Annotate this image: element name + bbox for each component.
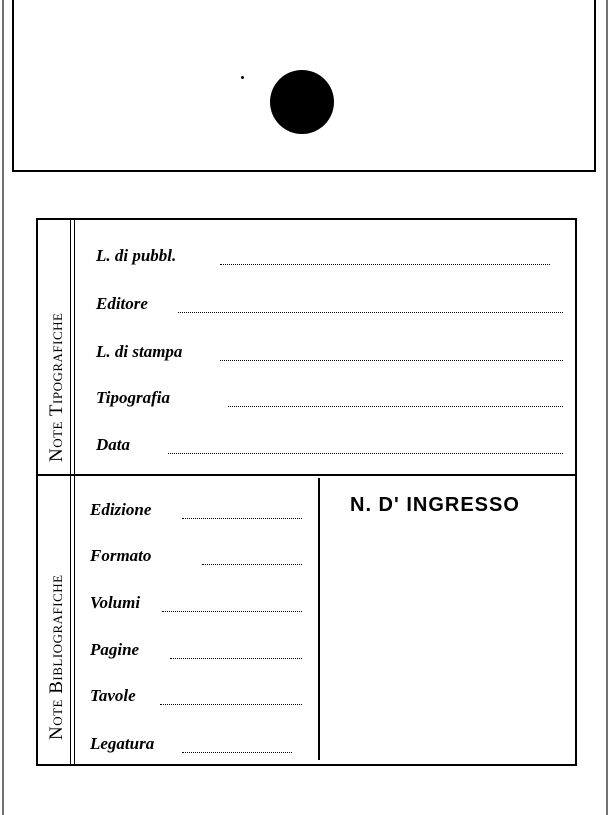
- section-title-tipografiche: Note Tipografiche: [46, 312, 67, 462]
- vertical-rule: [74, 220, 75, 474]
- field-line-luogo-stampa[interactable]: [220, 360, 563, 361]
- field-label-legatura: Legatura: [90, 734, 155, 753]
- field-line-volumi[interactable]: [162, 611, 302, 612]
- field-label-luogo-pubblicazione: L. di pubbl.: [96, 246, 177, 265]
- page-edge-right: [606, 0, 608, 815]
- punch-hole: [270, 70, 334, 134]
- field-label-luogo-stampa: L. di stampa: [96, 342, 183, 361]
- section-title-bibliografiche: Note Bibliografiche: [46, 574, 67, 740]
- field-label-data: Data: [96, 435, 130, 454]
- field-label-volumi: Volumi: [90, 593, 141, 612]
- field-label-pagine: Pagine: [90, 640, 140, 659]
- ingresso-divider: [318, 478, 320, 760]
- field-line-formato[interactable]: [202, 564, 302, 565]
- field-label-edizione: Edizione: [90, 500, 152, 519]
- field-line-luogo-pubblicazione[interactable]: [220, 264, 550, 265]
- field-line-editore[interactable]: [178, 312, 563, 313]
- ingresso-number-label: N. D' INGRESSO: [350, 494, 520, 516]
- field-label-tipografia: Tipografia: [96, 388, 170, 407]
- field-label-tavole: Tavole: [90, 686, 136, 705]
- speck: [241, 76, 244, 79]
- field-line-data[interactable]: [168, 453, 563, 454]
- field-label-formato: Formato: [90, 546, 152, 565]
- field-line-tavole[interactable]: [160, 704, 302, 705]
- vertical-rule: [74, 476, 75, 764]
- field-line-pagine[interactable]: [170, 658, 302, 659]
- vertical-rule: [70, 476, 71, 764]
- catalog-form: [36, 218, 577, 766]
- field-line-legatura[interactable]: [182, 752, 292, 753]
- page-edge-left: [2, 0, 4, 815]
- vertical-rule: [70, 220, 71, 474]
- field-line-edizione[interactable]: [182, 518, 302, 519]
- field-label-editore: Editore: [96, 294, 148, 313]
- section-divider: [38, 474, 575, 476]
- field-line-tipografia[interactable]: [228, 406, 563, 407]
